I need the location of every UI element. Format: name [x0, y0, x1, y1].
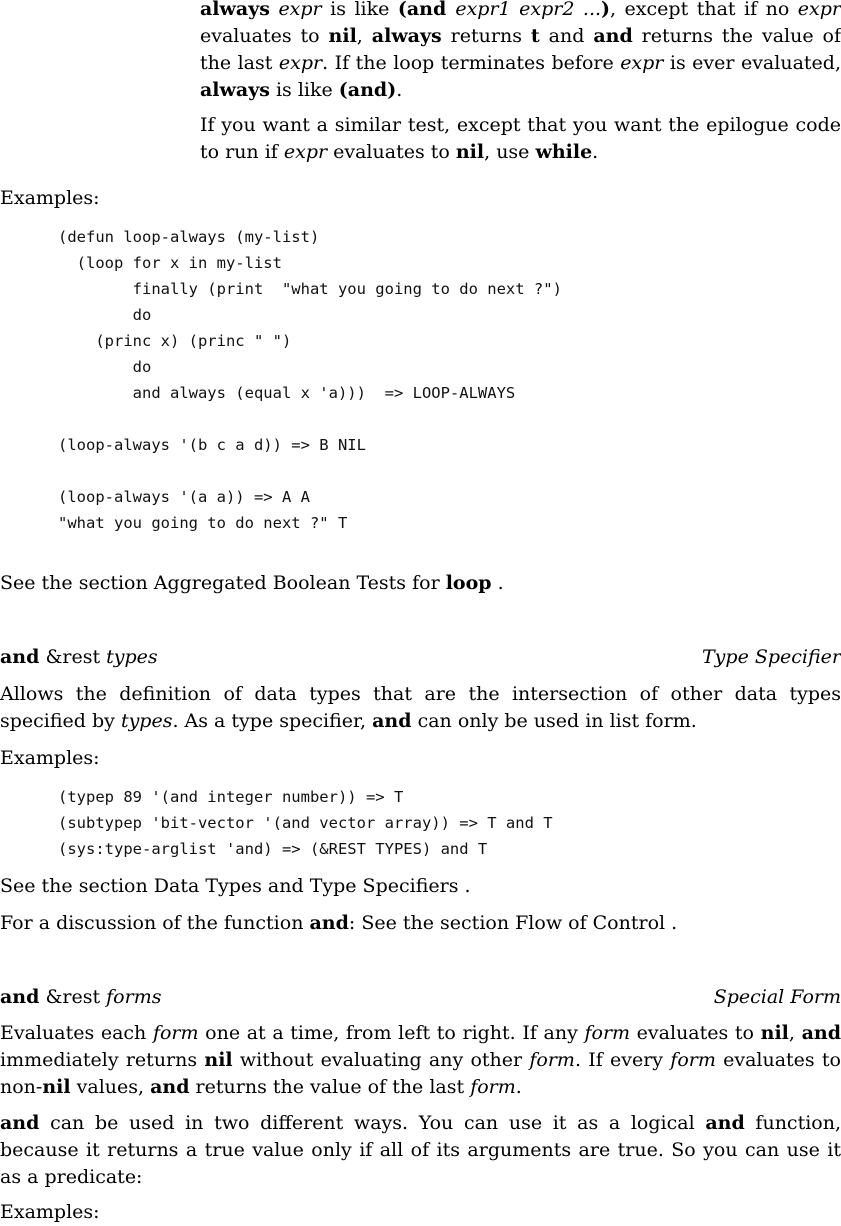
entry-heading-and-special-form: and &rest forms Special Form — [0, 984, 841, 1011]
examples-label: Examples: — [0, 1201, 100, 1223]
code-example-loop-always: (defun loop-always (my-list) (loop for x in my-list finally (print "what you going to do next ?") do (princ x) (princ " ") do and always (equal x 'a))) => LOOP-ALWAYS (loop-always '(b c a d)) => B NIL (loop-always '(a a)) => A A "what you going to do next ?" T — [58, 228, 562, 532]
see-also-aggregated-boolean-tests: See the section Aggregated Boolean Tests for loop . — [0, 572, 504, 594]
always-while-note: If you want a similar test, except that you want the epilogue code to run if expr evaluates to nil, use while. — [200, 114, 841, 163]
and-usage-description: and can be used in two different ways. You can use it as a logical and function, because it returns a true value only if all of its arguments are true. So you can use it as a predicate: — [0, 1112, 841, 1188]
examples-label: Examples: — [0, 187, 100, 209]
entry-kind: Special Form — [713, 986, 841, 1008]
entry-heading-and-type-specifier: and &rest types Type Specifier — [0, 644, 841, 671]
entry-kind: Type Specifier — [702, 646, 841, 668]
entry-name: and — [0, 986, 40, 1008]
xref-aggregated-boolean-tests[interactable]: Aggregated Boolean Tests for loop — [153, 572, 492, 594]
and-type-description: Allows the definition of data types that are the intersection of other data types specified by types. As a type specifier, and can only be used in list form. — [0, 683, 841, 732]
entry-args: types — [106, 646, 158, 668]
xref-flow-of-control[interactable]: Flow of Control — [515, 912, 666, 934]
and-special-form-description: Evaluates each form one at a time, from left to right. If any form evaluates to nil, and immediately returns nil without evaluating any other form. If every form evaluates to non-nil values, and returns the value of the last form. — [0, 1022, 841, 1098]
always-description: always expr is like (and expr1 expr2 ...), except that if no expr evaluates to nil, always returns t and and returns the value of the last expr. If the loop terminates before expr is ever evaluated, always is like (and). — [200, 0, 841, 101]
code-example-and-type: (typep 89 '(and integer number)) => T (subtypep 'bit-vector '(and vector array)) => T and T (sys:type-arglist 'and) => (&REST TYPES) and T — [58, 788, 553, 858]
examples-label: Examples: — [0, 747, 100, 769]
xref-data-types-and-type-specifiers[interactable]: Data Types and Type Specifiers — [153, 875, 459, 897]
see-also-data-types: See the section Data Types and Type Specifiers . — [0, 875, 471, 897]
entry-args: forms — [106, 986, 162, 1008]
discussion-flow-of-control: For a discussion of the function and: See the section Flow of Control . — [0, 912, 678, 934]
entry-name: and — [0, 646, 40, 668]
